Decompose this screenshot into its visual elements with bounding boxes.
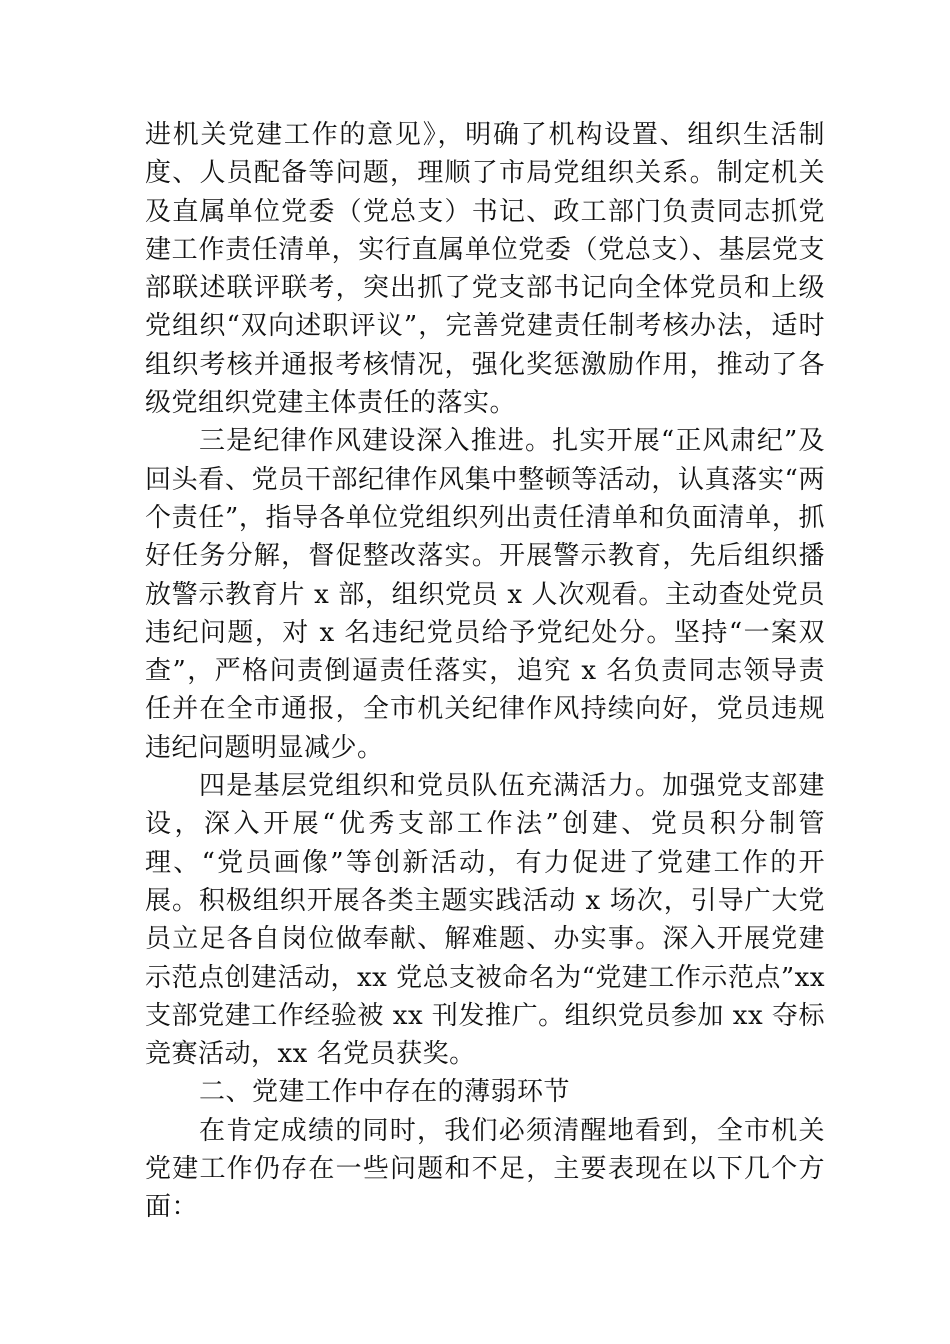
section-heading-weak-links: 二、党建工作中存在的薄弱环节: [199, 1077, 571, 1108]
paragraph-problems-intro: 在肯定成绩的同时，我们必须清醒地看到，全市机关党建工作仍存在一些问题和不足，主要表现在以下几个方面：: [145, 1115, 825, 1223]
document-page: [145, 116, 825, 1227]
paragraph-discipline-style: 三是纪律作风建设深入推进。扎实开展“正风肃纪”及回头看、党员干部纪律作风集中整顿等活动，认真落实“两个责任”，指导各单位党组织列出责任清单和负面清单，抓好任务分解，督促整改落实。开展警示教育，先后组织播放警示教育片 x 部，组织党员 x 人次观看。主动查处党员违纪问题，对 x 名违纪党员给予党纪处分。坚持“一案双查”，严格问责倒逼责任落实，追究 x 名负责同志领导责任并在全市通报，全市机关纪律作风持续向好，党员违规违纪问题明显减少。: [145, 426, 825, 763]
paragraph-grassroots-organizations: 四是基层党组织和党员队伍充满活力。加强党支部建设，深入开展“优秀支部工作法”创建、党员积分制管理、“党员画像”等创新活动，有力促进了党建工作的开展。积极组织开展各类主题实践活动 x 场次，引导广大党员立足各自岗位做奉献、解难题、办实事。深入开展党建示范点创建活动，xx 党总支被命名为“党建工作示范点”xx 支部党建工作经验被 xx 刊发推广。组织党员参加 xx 夺标竞赛活动，xx 名党员获奖。: [145, 771, 826, 1070]
paragraph-party-building-responsibility: 进机关党建工作的意见》，明确了机构设置、组织生活制度、人员配备等问题，理顺了市局党组织关系。制定机关及直属单位党委（党总支）书记、政工部门负责同志抓党建工作责任清单，实行直属单位党委（党总支）、基层党支部联述联评联考，突出抓了党支部书记向全体党员和上级党组织“双向述职评议”，完善党建责任制考核办法，适时组织考核并通报考核情况，强化奖惩激励作用，推动了各级党组织党建主体责任的落实。: [145, 120, 825, 419]
